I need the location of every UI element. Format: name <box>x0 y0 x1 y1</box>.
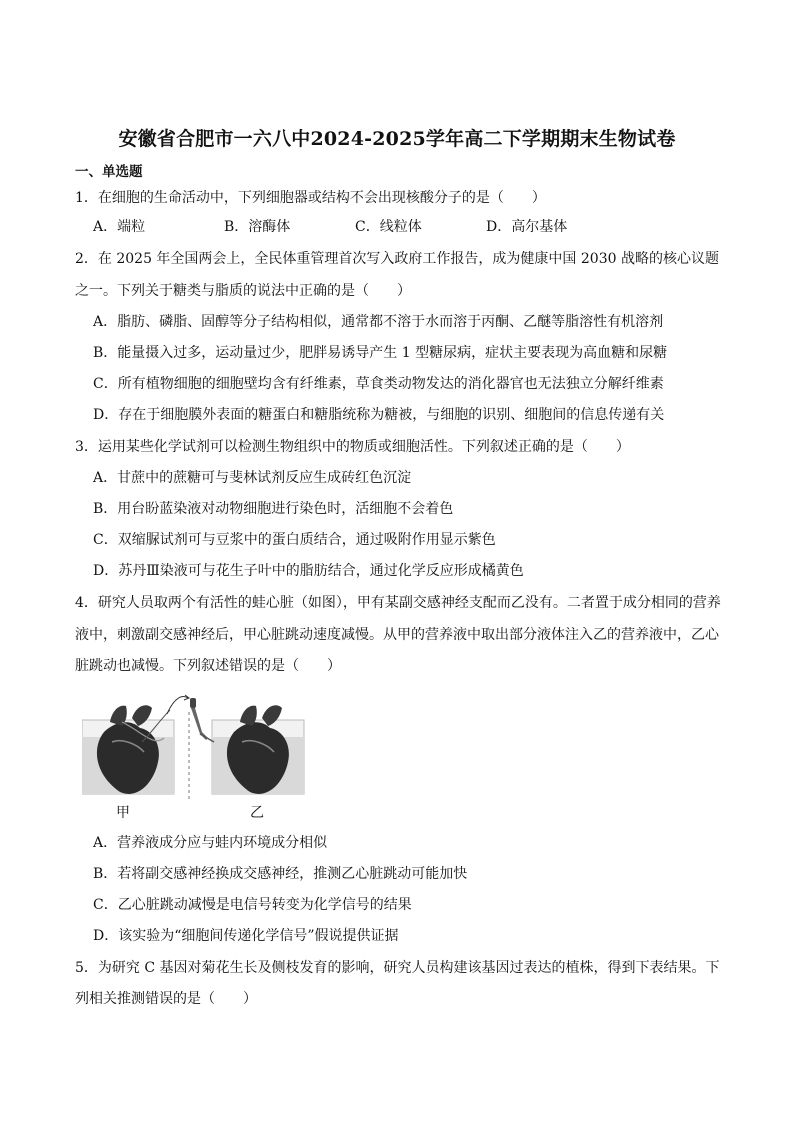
q2-option-a: A．脂肪、磷脂、固醇等分子结构相似，通常都不溶于水而溶于丙酮、乙醚等脂溶性有机溶剂 <box>93 314 664 330</box>
q3-option-c: C．双缩脲试剂可与豆浆中的蛋白质结合，通过吸附作用显示紫色 <box>93 532 496 548</box>
q4-option-b: B．若将副交感神经换成交感神经，推测乙心脏跳动可能加快 <box>93 866 468 882</box>
q3-option-d: D．苏丹Ⅲ染液可与花生子叶中的脂肪结合，通过化学反应形成橘黄色 <box>93 563 524 579</box>
q2-option-d: D．存在于细胞膜外表面的糖蛋白和糖脂统称为糖被，与细胞的识别、细胞间的信息传递有关 <box>93 407 665 423</box>
q4-option-c: C．乙心脏跳动减慢是电信号转变为化学信号的结果 <box>93 897 412 913</box>
q4-stem-line2: 液中，刺激副交感神经后，甲心脏跳动速度减慢。从甲的营养液中取出部分液体注入乙的营养液中，乙心 <box>75 627 719 643</box>
figure-label-jia: 甲 <box>116 805 130 821</box>
q4-stem-line1: 4．研究人员取两个有活性的蛙心脏（如图），甲有某副交感神经支配而乙没有。二者置于成分相同的营养 <box>75 595 721 611</box>
q2-option-c: C．所有植物细胞的细胞壁均含有纤维素，草食类动物发达的消化器官也无法独立分解纤维素 <box>93 376 664 392</box>
q4-stem-line3: 脏跳动也减慢。下列叙述错误的是（ ） <box>75 658 341 674</box>
q2-stem-line1: 2．在 2025 年全国两会上，全民体重管理首次写入政府工作报告，成为健康中国 2030 战略的核心议题 <box>75 251 719 267</box>
q1-option-d: D．高尔基体 <box>486 219 568 235</box>
heart-yi-beaker <box>212 705 304 794</box>
q4-option-a: A．营养液成分应与蛙内环境成分相似 <box>93 835 328 851</box>
heart-jia-beaker <box>82 705 174 794</box>
q5-stem-line2: 列相关推测错误的是（ ） <box>75 991 257 1007</box>
exam-title: 安徽省合肥市一六八中2024-2025学年高二下学期期末生物试卷 <box>118 128 676 150</box>
q3-option-a: A．甘蔗中的蔗糖可与斐林试剂反应生成砖红色沉淀 <box>93 470 412 486</box>
q1-options <box>93 216 617 236</box>
section-heading: 一、单选题 <box>75 164 143 180</box>
q1-option-b: B．溶酶体 <box>224 219 291 235</box>
q5-stem-line1: 5．为研究 C 基因对菊花生长及侧枝发育的影响，研究人员构建该基因过表达的植株，得到下表结果。下 <box>75 960 720 976</box>
dropper-icon <box>190 698 214 742</box>
q2-stem-line2: 之一。下列关于糖类与脂质的说法中正确的是（ ） <box>75 283 411 299</box>
q1-option-c: C．线粒体 <box>355 219 422 235</box>
q1-stem: 1．在细胞的生命活动中，下列细胞器或结构不会出现核酸分子的是（ ） <box>75 190 546 206</box>
q3-option-b: B．用台盼蓝染液对动物细胞进行染色时，活细胞不会着色 <box>93 501 454 517</box>
frog-heart-figure <box>82 692 322 822</box>
q4-option-d: D．该实验为“细胞间传递化学信号”假说提供证据 <box>93 928 399 944</box>
q3-stem: 3．运用某些化学试剂可以检测生物组织中的物质或细胞活性。下列叙述正确的是（ ） <box>75 439 630 455</box>
q2-option-b: B．能量摄入过多，运动量过少，肥胖易诱导产生 1 型糖尿病，症状主要表现为高血糖和尿糖 <box>93 345 668 361</box>
figure-label-yi: 乙 <box>250 805 264 821</box>
q1-option-a: A．端粒 <box>93 219 146 235</box>
